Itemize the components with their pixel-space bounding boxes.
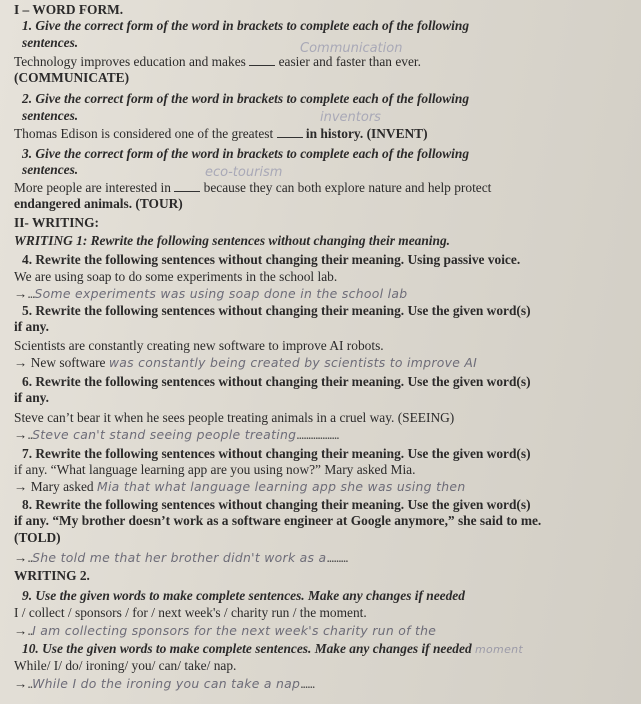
q2-sentence [14,126,623,142]
q5-lead: → New software [14,355,106,370]
q9-prompt: I / collect / sponsors / for / next week's / charity run / the moment. [14,605,367,620]
q5-answer-line[interactable] [14,355,623,371]
q1-word: (COMMUNICATE) [14,70,130,85]
q2-pencil-note: inventors [320,110,381,125]
q3-blank[interactable] [174,181,200,192]
q10-instruction [22,641,623,658]
q3-text-start: More people are interested in [14,180,171,195]
q2-instruction-cont: sentences. [22,108,79,123]
q10-prompt: While/ I/ do/ ironing/ you/ can/ take/ nap. [14,658,237,673]
q9-answer-line[interactable]: →..I am collecting sponsors for the next week's charity run of the [14,623,437,638]
q2-blank[interactable] [277,127,303,138]
arrow-icon: → [14,676,28,691]
q3-text-end: because they can both explore nature and help protect [203,180,492,195]
q6-answer-line[interactable]: →..Steve can't stand seeing people treating.................. [14,427,339,442]
section-title-word-form: I – WORD FORM. [14,2,124,17]
q10-answer-line[interactable]: →..While I do the ironing you can take a nap...... [14,676,315,691]
q4-instruction: 4. Rewrite the following sentences without changing their meaning. Using passive voice. [22,252,521,267]
q3-sentence [14,180,623,196]
section-title-writing: II- WRITING: [14,215,99,230]
q4-prompt: We are using soap to do some experiments in the school lab. [14,269,338,284]
q3-pencil-note: eco-tourism [205,165,283,180]
q10-handwritten-answer: While I do the ironing you can take a nap [32,676,301,691]
q3-instruction: 3. Give the correct form of the word in brackets to complete each of the following [22,146,470,161]
q7-answer-line[interactable] [14,479,623,495]
q7-handwritten-answer: Mia that what language learning app she was using then [96,479,466,494]
writing2-title: WRITING 2. [14,568,90,583]
q8-instruction-cont: if any. “My brother doesn’t work as a software engineer at Google anymore,” she said to me. [14,513,542,528]
q2-text-start: Thomas Edison is considered one of the greatest [14,126,274,141]
q7-instruction: 7. Rewrite the following sentences without changing their meaning. Use the given word(s) [22,446,531,461]
q10-instruction-text: 10. Use the given words to make complete sentences. Make any changes if needed [22,641,472,656]
q3-word: endangered animals. (TOUR) [14,196,183,211]
q1-blank[interactable] [249,55,275,66]
q1-pencil-note: Communication [300,41,403,56]
q6-instruction: 6. Rewrite the following sentences without changing their meaning. Use the given word(s) [22,374,531,389]
q6-prompt: Steve can’t bear it when he sees people treating animals in a cruel way. (SEEING) [14,410,455,425]
q8-handwritten-answer: She told me that her brother didn't work as a [32,550,327,565]
q5-handwritten-answer: was constantly being created by scientists to improve AI [108,355,478,370]
q1-text-start: Technology improves education and makes [14,54,246,69]
q5-instruction: 5. Rewrite the following sentences without changing their meaning. Use the given word(s) [22,303,531,318]
q9-handwritten-answer: I am collecting sponsors for the next week's charity run of the [32,623,437,638]
arrow-icon: → [14,427,28,442]
q1-instruction: 1. Give the correct form of the word in brackets to complete each of the following [22,18,470,33]
writing1-title: WRITING 1: Rewrite the following sentences without changing their meaning. [14,233,450,248]
q2-text-end: in history. (INVENT) [305,126,428,141]
q9-handwritten-answer-tail: moment [475,643,524,656]
q4-handwritten-answer: Some experiments was using soap done in the school lab [34,286,408,301]
arrow-icon: → [14,550,28,565]
q1-text-end: easier and faster than ever. [278,54,421,69]
q3-instruction-cont: sentences. [22,162,79,177]
q8-instruction: 8. Rewrite the following sentences without changing their meaning. Use the given word(s) [22,497,531,512]
q1-sentence [14,54,623,70]
arrow-icon: → [14,623,28,638]
q7-instruction-cont: if any. “What language learning app are you using now?” Mary asked Mia. [14,462,416,477]
q8-answer-line[interactable]: →..She told me that her brother didn't work as a......... [14,550,348,565]
q7-lead: → Mary asked [14,479,94,494]
q6-handwritten-answer: Steve can't stand seeing people treating [32,427,297,442]
q8-word: (TOLD) [14,530,61,545]
q5-instruction-cont: if any. [14,319,49,334]
q1-instruction-cont: sentences. [22,35,79,50]
q5-prompt: Scientists are constantly creating new software to improve AI robots. [14,338,384,353]
q2-instruction: 2. Give the correct form of the word in brackets to complete each of the following [22,91,470,106]
q4-answer-line[interactable]: →...Some experiments was using soap done in the school lab [14,286,408,301]
arrow-icon: → [14,286,28,301]
q6-instruction-cont: if any. [14,390,49,405]
q9-instruction: 9. Use the given words to make complete sentences. Make any changes if needed [22,588,465,603]
